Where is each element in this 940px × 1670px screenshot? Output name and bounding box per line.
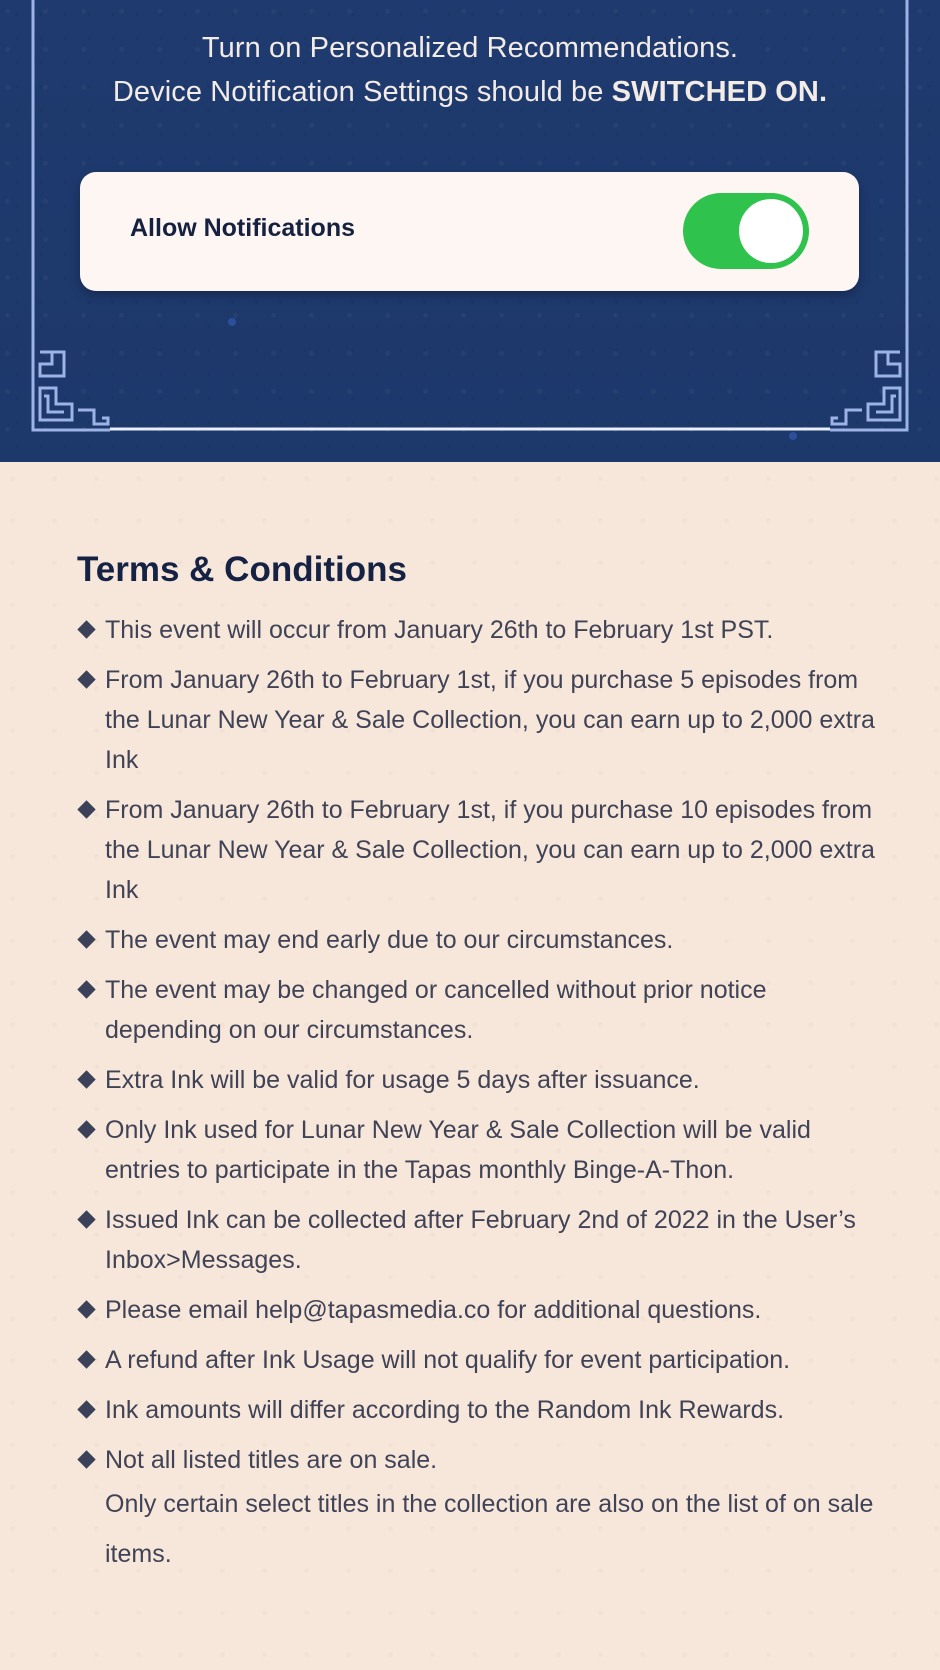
terms-item [77,790,877,910]
terms-item [77,970,877,1050]
terms-title: Terms & Conditions [77,550,407,589]
banner-line-1: Turn on Personalized Recommendations. [201,32,739,64]
diamond-bullet-icon [77,980,95,998]
diamond-bullet-icon [77,1070,95,1088]
allow-notifications-toggle[interactable] [683,193,809,269]
diamond-bullet-icon [77,1350,95,1368]
terms-item-text: The event may end early due to our circumstances. [105,926,674,954]
terms-item [77,1200,877,1280]
toggle-knob [739,199,803,263]
terms-item-text: Issued Ink can be collected after February 2nd of 2022 in the User’s Inbox>Messages. [105,1206,856,1274]
banner-line-2-prefix: Device Notification Settings should be [112,76,612,108]
terms-item [77,1440,877,1480]
diamond-bullet-icon [77,620,95,638]
banner-line-2-emphasis: SWITCHED ON. [611,76,828,108]
banner-message [0,26,940,114]
diamond-bullet-icon [77,1120,95,1138]
diamond-bullet-icon [77,1300,95,1318]
terms-item [77,1060,877,1100]
terms-item [77,1340,877,1380]
terms-section [0,462,940,1670]
terms-item-text: Please email help@tapasmedia.co for additional questions. [105,1296,762,1324]
diamond-bullet-icon [77,1400,95,1418]
terms-item-text: The event may be changed or cancelled without prior notice depending on our circumstances. [105,976,767,1044]
diamond-bullet-icon [77,800,95,818]
diamond-bullet-icon [77,930,95,948]
banner-line-2 [0,70,940,114]
terms-item-text: This event will occur from January 26th to February 1st PST. [105,616,774,644]
diamond-bullet-icon [77,670,95,688]
terms-note: Only certain select titles in the collection are also on the list of on sale items. [105,1490,874,1568]
terms-item [77,1290,877,1330]
terms-item [77,660,877,780]
terms-item-text: Not all listed titles are on sale. [105,1446,438,1474]
terms-item-text: From January 26th to February 1st, if you purchase 5 episodes from the Lunar New Year & Sale Collection, you can earn up to 2,000 extra Ink [105,666,875,774]
terms-item [77,1110,877,1190]
notification-banner [0,0,940,462]
terms-item-text: Ink amounts will differ according to the Random Ink Rewards. [105,1396,785,1424]
diamond-bullet-icon [77,1450,95,1468]
terms-item-text: Only Ink used for Lunar New Year & Sale Collection will be valid entries to participate in the Tapas monthly Binge-A-Thon. [105,1116,811,1184]
terms-item [77,920,877,960]
allow-notifications-card [80,172,859,291]
terms-item [77,610,877,650]
terms-item [77,1390,877,1430]
terms-item-text: A refund after Ink Usage will not qualify for event participation. [105,1346,791,1374]
terms-item-text: From January 26th to February 1st, if you purchase 10 episodes from the Lunar New Year & Sale Collection, you can earn up to 2,000 extra Ink [105,796,875,904]
terms-item-text: Extra Ink will be valid for usage 5 days after issuance. [105,1066,700,1094]
allow-notifications-label: Allow Notifications [130,214,355,242]
diamond-bullet-icon [77,1210,95,1228]
terms-list [77,610,877,1490]
